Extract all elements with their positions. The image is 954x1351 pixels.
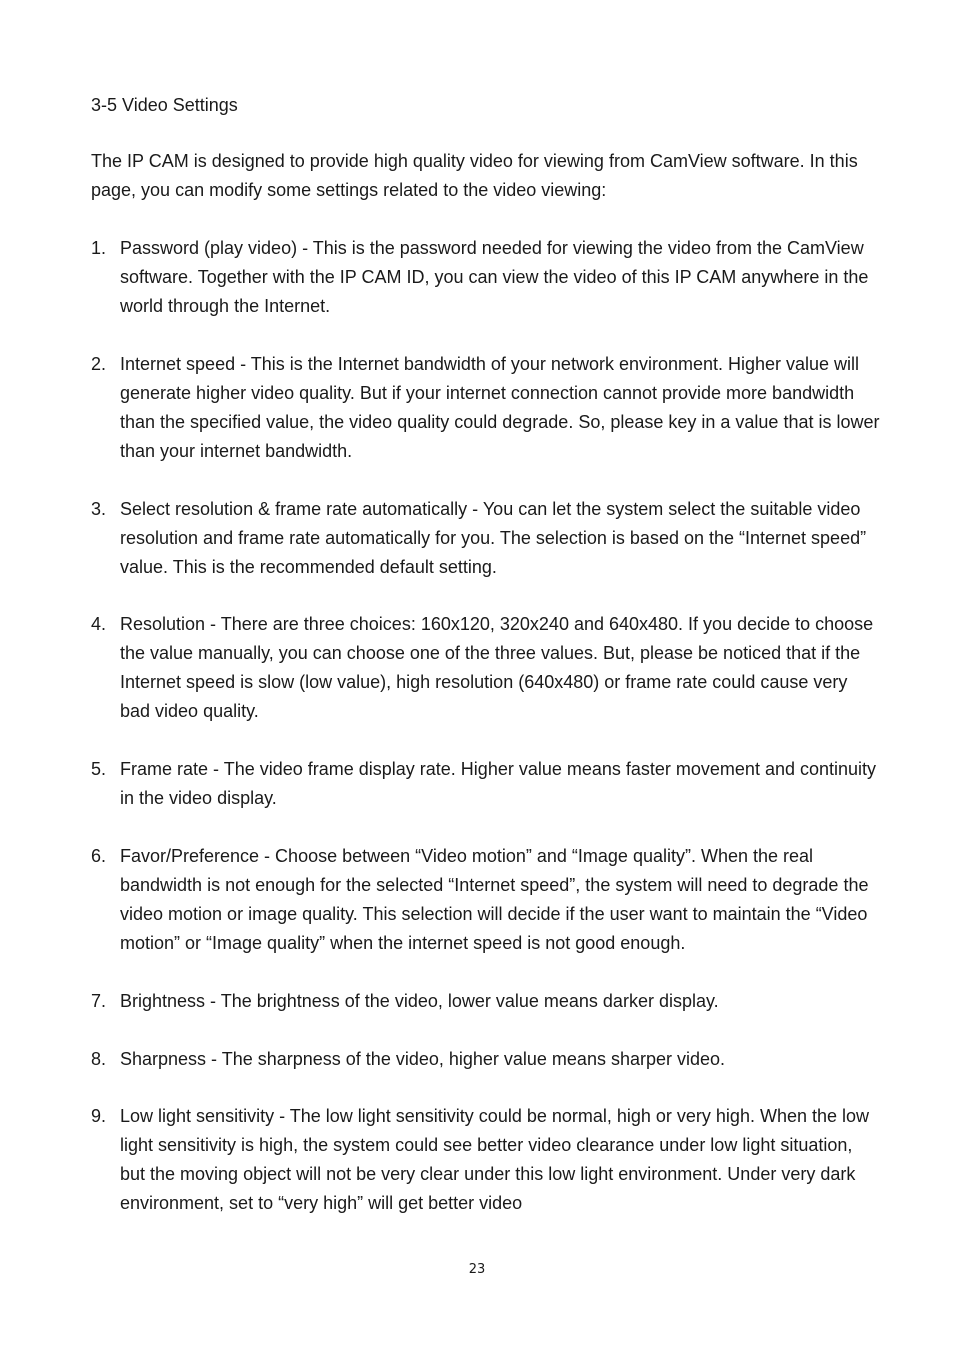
- list-item-number: 7.: [91, 990, 107, 1011]
- list-item-text: Select resolution & frame rate automatically - You can let the system select the suitable video resolution and frame rate automatically for you. The selection is based on the “Internet speed” value. This is the recommended default setting.: [120, 498, 867, 577]
- section-heading: 3-5 Video Settings: [91, 95, 238, 115]
- list-item-text: Password (play video) - This is the password needed for viewing the video from the CamView software. Together with the IP CAM ID, you can view the video of this IP CAM anywhere in the world through the Internet.: [120, 238, 869, 316]
- list-item-number: 6.: [91, 845, 107, 866]
- list-item-number: 1.: [91, 238, 107, 258]
- list-item-text: Internet speed - This is the Internet bandwidth of your network environment. Higher value will generate higher video quality. But if your internet connection cannot provide more bandwidth than the specified value, the video quality could degrade. So, please key in a value that is lower than your internet bandwidth.: [120, 353, 880, 461]
- list-item-low-light-sensitivity: [91, 1102, 881, 1218]
- list-item-text: Frame rate - The video frame display rate. Higher value means faster movement and continuity in the video display.: [120, 759, 877, 809]
- list-item-internet-speed: [91, 350, 881, 466]
- list-item-brightness: [91, 987, 881, 1016]
- intro-paragraph: The IP CAM is designed to provide high quality video for viewing from CamView software. In this page, you can modify some settings related to the video viewing:: [91, 151, 858, 200]
- list-item-frame-rate: [91, 755, 881, 813]
- list-item-number: 9.: [91, 1106, 107, 1127]
- list-item-number: 3.: [91, 498, 107, 519]
- page-number: 23: [468, 1262, 486, 1277]
- list-item-sharpness: [91, 1045, 881, 1074]
- list-item-number: 4.: [91, 614, 107, 635]
- list-item-resolution: [91, 610, 881, 726]
- list-item-text: Resolution - There are three choices: 160x120, 320x240 and 640x480. If you decide to choose the value manually, you can choose one of the three values. But, please be noticed that if the Internet speed is slow (low value), high resolution (640x480) or frame rate could cause very bad video quality.: [120, 614, 874, 722]
- list-item-text: Favor/Preference - Choose between “Video motion” and “Image quality”. When the real bandwidth is not enough for the selected “Internet speed”, the system will need to degrade the video motion or image quality. This selection will decide if the user want to maintain the “Video motion” or “Image quality” when the internet speed is not good enough.: [120, 845, 869, 953]
- list-item-number: 8.: [91, 1048, 107, 1069]
- settings-list: [91, 234, 881, 1247]
- list-item-password: [91, 234, 881, 321]
- list-item-text: Low light sensitivity - The low light sensitivity could be normal, high or very high. When the low light sensitivity is high, the system could see better video clearance under low light situation, but the moving object will not be very clear under this low light environment. Under very dark environment, set to “very high” will get better video: [120, 1106, 870, 1214]
- list-item-number: 2.: [91, 353, 107, 374]
- list-item-favor-preference: [91, 842, 881, 958]
- list-item-auto-resolution: [91, 495, 881, 582]
- list-item-number: 5.: [91, 759, 107, 780]
- list-item-text: Brightness - The brightness of the video, lower value means darker display.: [120, 990, 719, 1011]
- list-item-text: Sharpness - The sharpness of the video, higher value means sharper video.: [120, 1048, 726, 1069]
